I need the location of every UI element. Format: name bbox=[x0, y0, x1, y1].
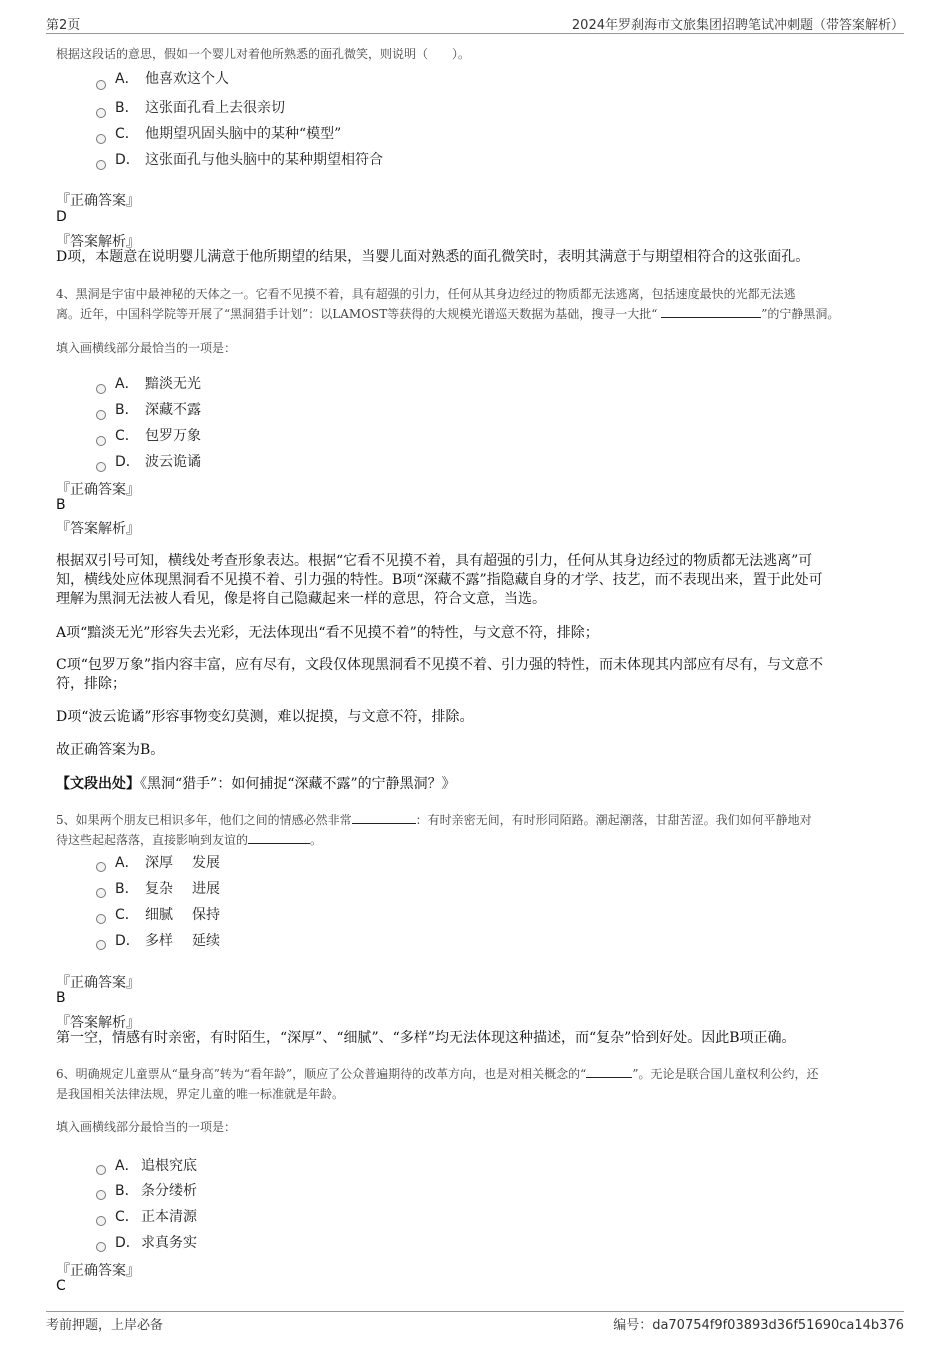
q5-answer: B bbox=[56, 990, 66, 1006]
option-text: 他喜欢这个人 bbox=[145, 71, 229, 87]
option-text: 深藏不露 bbox=[145, 402, 201, 418]
q4-analysis-p4: D项“波云诡谲”形容事物变幻莫测，难以捉摸，与文意不符，排除。 bbox=[56, 709, 474, 725]
page-number: 第2页 bbox=[46, 18, 81, 33]
q4-stem-line1: 4、黑洞是宇宙中最神秘的天体之一。它看不见摸不着，具有超强的引力，任何从其身边经过的物质都无法逃离，包括速度最快的光都无法逃 bbox=[56, 287, 796, 301]
option-letter: B． bbox=[115, 881, 139, 897]
q5-stem-part-d: 。 bbox=[310, 833, 323, 847]
radio-icon[interactable] bbox=[96, 1216, 106, 1226]
q3-answer-label: 『正确答案』 bbox=[56, 193, 140, 209]
option-letter: C． bbox=[115, 1209, 139, 1225]
radio-icon[interactable] bbox=[96, 940, 106, 950]
fill-blank bbox=[586, 1064, 632, 1078]
radio-icon[interactable] bbox=[96, 914, 106, 924]
option-letter: D． bbox=[115, 152, 140, 168]
radio-icon[interactable] bbox=[96, 410, 106, 420]
q6-prompt: 填入画横线部分最恰当的一项是： bbox=[56, 1120, 237, 1134]
option-text: 这张面孔看上去很亲切 bbox=[145, 100, 285, 116]
q5-answer-label: 『正确答案』 bbox=[56, 975, 140, 991]
q4-analysis-p1-line1: 根据双引号可知，横线处考查形象表达。根据“它看不见摸不着，具有超强的引力，任何从其身边经过的物质都无法逃离”可 bbox=[56, 553, 813, 569]
q4-prompt: 填入画横线部分最恰当的一项是： bbox=[56, 341, 237, 355]
q4-analysis-p3-line1: C项“包罗万象”指内容丰富，应有尽有，文段仅体现黑洞看不见摸不着、引力强的特性，而未体现其内部应有尽有，与文意不 bbox=[56, 657, 824, 673]
option-word-2: 保持 bbox=[192, 907, 220, 923]
q4-analysis-p3-line2: 符，排除； bbox=[56, 676, 126, 692]
q4-stem-part-b: ”的宁静黑洞。 bbox=[761, 307, 840, 321]
document-title: 2024年罗刹海市文旅集团招聘笔试冲刺题（带答案解析） bbox=[571, 18, 904, 33]
q5-stem-part-a: 5、如果两个朋友已相识多年，他们之间的情感必然非常 bbox=[56, 813, 352, 827]
q4-analysis-p1-line3: 理解为黑洞无法被人看见，像是将自己隐藏起来一样的意思，符合文意，当选。 bbox=[56, 591, 546, 607]
option-letter: C． bbox=[115, 907, 139, 923]
q4-stem-line2 bbox=[56, 304, 839, 325]
option-letter: B． bbox=[115, 402, 139, 418]
q6-stem-part-b: ”。无论是联合国儿童权利公约，还 bbox=[632, 1067, 819, 1081]
radio-icon[interactable] bbox=[96, 888, 106, 898]
option-letter: B． bbox=[115, 1183, 139, 1199]
option-text: 包罗万象 bbox=[145, 428, 201, 444]
footer-rule bbox=[46, 1311, 904, 1312]
source-text: 《黑洞“猎手”：如何捕捉“深藏不露”的宁静黑洞？》 bbox=[140, 776, 456, 792]
radio-icon[interactable] bbox=[96, 436, 106, 446]
option-word-1: 复杂 bbox=[145, 881, 173, 897]
option-letter: A． bbox=[115, 71, 139, 87]
option-text: 波云诡谲 bbox=[145, 454, 201, 470]
q4-analysis-p5: 故正确答案为B。 bbox=[56, 742, 165, 758]
q5-stem-line2 bbox=[56, 830, 322, 851]
footer-slogan: 考前押题，上岸必备 bbox=[46, 1318, 164, 1333]
option-letter: C． bbox=[115, 126, 139, 142]
radio-icon[interactable] bbox=[96, 1165, 106, 1175]
q6-answer: C bbox=[56, 1278, 66, 1294]
option-text: 追根究底 bbox=[141, 1158, 197, 1174]
option-letter: A． bbox=[115, 855, 139, 871]
radio-icon[interactable] bbox=[96, 1190, 106, 1200]
q4-source bbox=[56, 775, 456, 794]
q5-analysis-label: 『答案解析』 bbox=[56, 1015, 140, 1031]
option-word-2: 发展 bbox=[192, 855, 220, 871]
radio-icon[interactable] bbox=[96, 134, 106, 144]
option-letter: C． bbox=[115, 428, 139, 444]
option-word-2: 进展 bbox=[192, 881, 220, 897]
radio-icon[interactable] bbox=[96, 1242, 106, 1252]
option-word-1: 深厚 bbox=[145, 855, 173, 871]
q4-analysis-p1-line2: 知，横线处应体现黑洞看不见摸不着、引力强的特性。B项“深藏不露”指隐藏自身的才学、技艺，而不表现出来，置于此处可 bbox=[56, 572, 823, 588]
option-text: 正本清源 bbox=[141, 1209, 197, 1225]
radio-icon[interactable] bbox=[96, 384, 106, 394]
q3-answer: D bbox=[56, 209, 67, 225]
q3-analysis-label: 『答案解析』 bbox=[56, 234, 140, 250]
radio-icon[interactable] bbox=[96, 80, 106, 90]
fill-blank bbox=[661, 304, 761, 318]
q5-stem-part-b: ：有时亲密无间，有时形同陌路。潮起潮落，甘甜苦涩。我们如何平静地对 bbox=[415, 813, 812, 827]
header-rule bbox=[46, 33, 904, 34]
q5-stem-line1 bbox=[56, 810, 812, 831]
q4-analysis-p2: A项“黯淡无光”形容失去光彩，无法体现出“看不见摸不着”的特性，与文意不符，排除； bbox=[56, 625, 599, 641]
q6-stem-line2: 是我国相关法律法规，界定儿童的唯一标准就是年龄。 bbox=[56, 1087, 345, 1101]
q4-answer: B bbox=[56, 497, 66, 513]
option-word-1: 多样 bbox=[145, 933, 173, 949]
q6-stem-part-a: 6、明确规定儿童票从“量身高”转为“看年龄”，顺应了公众普遍期待的改革方向，也是对相关概念的“ bbox=[56, 1067, 587, 1081]
option-letter: D． bbox=[115, 1235, 140, 1251]
q3-stem: 根据这段话的意思，假如一个婴儿对着他所熟悉的面孔微笑，则说明（ ）。 bbox=[56, 47, 471, 61]
radio-icon[interactable] bbox=[96, 862, 106, 872]
q5-analysis: 第一空，情感有时亲密，有时陌生，“深厚”、“细腻”、“多样”均无法体现这种描述，而“复杂”恰到好处。因此B项正确。 bbox=[56, 1030, 796, 1046]
option-word-1: 细腻 bbox=[145, 907, 173, 923]
option-word-2: 延续 bbox=[192, 933, 220, 949]
option-letter: A． bbox=[115, 376, 139, 392]
option-text: 他期望巩固头脑中的某种“模型” bbox=[145, 126, 342, 142]
q4-analysis-label: 『答案解析』 bbox=[56, 521, 140, 537]
source-label: 【文段出处】 bbox=[56, 776, 140, 792]
option-letter: D． bbox=[115, 933, 140, 949]
radio-icon[interactable] bbox=[96, 160, 106, 170]
fill-blank bbox=[352, 810, 416, 824]
q3-analysis: D项，本题意在说明婴儿满意于他所期望的结果，当婴儿面对熟悉的面孔微笑时，表明其满意于与期望相符合的这张面孔。 bbox=[56, 249, 810, 265]
option-letter: B． bbox=[115, 100, 139, 116]
footer-code: 编号：da70754f9f03893d36f51690ca14b376 bbox=[613, 1318, 904, 1333]
q6-answer-label: 『正确答案』 bbox=[56, 1263, 140, 1279]
q4-stem-part-a: 离。近年，中国科学院等开展了“黑洞猎手计划”：以LAMOST等获得的大规模光谱巡天数据为基础，搜寻一大批“ bbox=[56, 307, 662, 321]
radio-icon[interactable] bbox=[96, 108, 106, 118]
fill-blank bbox=[248, 830, 310, 844]
option-text: 条分缕析 bbox=[141, 1183, 197, 1199]
option-letter: D． bbox=[115, 454, 140, 470]
option-text: 这张面孔与他头脑中的某种期望相符合 bbox=[145, 152, 383, 168]
option-text: 黯淡无光 bbox=[145, 376, 201, 392]
q5-stem-part-c: 待这些起起落落，直接影响到友谊的 bbox=[56, 833, 249, 847]
option-text: 求真务实 bbox=[141, 1235, 197, 1251]
q4-answer-label: 『正确答案』 bbox=[56, 482, 140, 498]
q6-stem-line1 bbox=[56, 1064, 818, 1085]
radio-icon[interactable] bbox=[96, 462, 106, 472]
option-letter: A． bbox=[115, 1158, 139, 1174]
